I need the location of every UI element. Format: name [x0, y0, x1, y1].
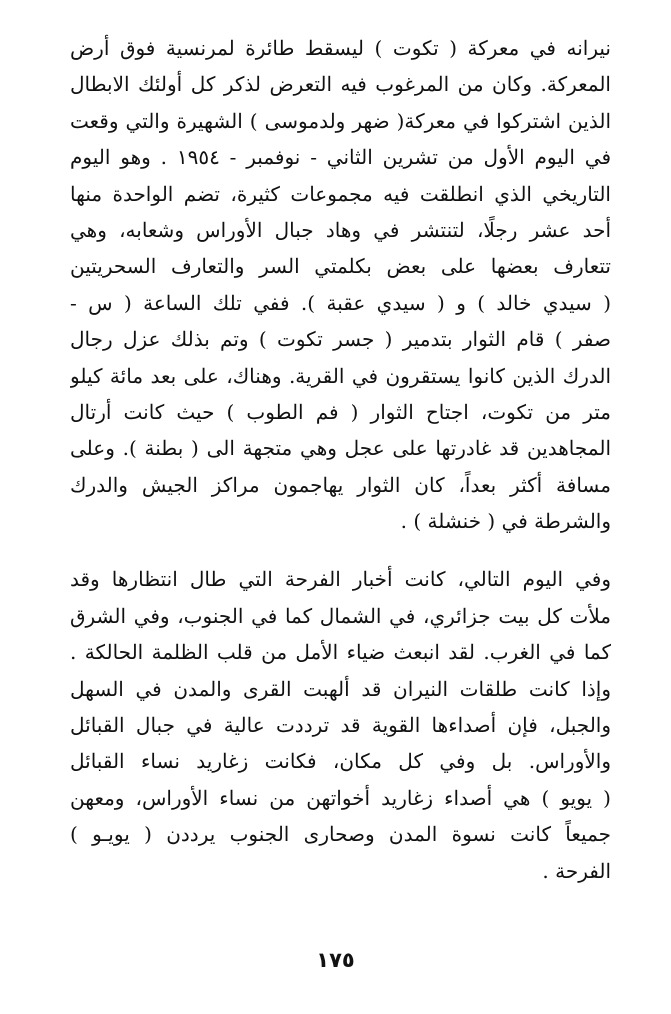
text-line: في اليوم الأول من تشرين الثاني - نوفمبر - ١٩٥٤ . وهو اليوم — [70, 145, 611, 170]
page-number: ١٧٥ — [316, 948, 355, 972]
paragraph-2 — [70, 561, 611, 889]
text-line: وإذا كانت طلقات النيران قد ألهبت القرى والمدن في السهل — [70, 676, 611, 701]
paragraph-1 — [70, 30, 611, 539]
text-line: ملأت كل بيت جزائري، في الشمال كما في الجنوب، وفي الشرق — [70, 603, 611, 628]
text-line: التاريخي الذي انطلقت فيه مجموعات كثيرة، تضم الواحدة منها — [70, 181, 611, 206]
paragraph-gap — [70, 539, 611, 561]
text-line: المعركة. وكان من المرغوب فيه التعرض لذكر كل أولئك الابطال — [70, 72, 611, 97]
text-line: كما في الغرب. لقد انبعث ضياء الأمل من قلب الظلمة الحالكة . — [70, 640, 611, 665]
text-line: والجبل، فإن أصداءها القوية قد ترددت عالية في جبال القبائل — [70, 713, 611, 738]
text-line: نيرانه في معركة ( تكوت ) ليسقط طائرة لمرنسية فوق أرض — [70, 36, 611, 60]
text-line: تتعارف بعضها على بعض بكلمتي السر والتعارف السحريتين — [70, 254, 611, 279]
text-line: الذين اشتركوا في معركة( ضهر ولدموسى ) الشهيرة والتي وقعت — [70, 108, 611, 133]
text-line: وفي اليوم التالي، كانت أخبار الفرحة التي طال انتظارها وقد — [70, 567, 611, 592]
text-line: الفرحة . — [542, 858, 611, 883]
page-body — [70, 30, 611, 889]
text-line: صفر ) قام الثوار بتدمير ( جسر تكوت ) وتم بذلك عزل رجال — [70, 327, 611, 352]
text-line: أحد عشر رجلًا، لتنتشر في وهاد جبال الأوراس وشعابه، وهي — [70, 217, 611, 242]
text-line: والشرطة في ( خنشلة ) . — [400, 509, 611, 534]
text-line: جميعاً كانت نسوة المدن وصحارى الجنوب يرددن ( يويـو ) — [70, 822, 611, 847]
text-line: متر من تكوت، اجتاح الثوار ( فم الطوب ) حيث كانت أرتال — [70, 399, 611, 424]
text-line: الدرك الذين كانوا يستقرون في القرية. وهناك، على بعد مائة كيلو — [70, 363, 611, 388]
text-line: والأوراس. بل وفي كل مكان، فكانت زغاريد نساء القبائل — [70, 749, 611, 774]
text-line: ( يويو ) هي أصداء زغاريد أخواتهن من نساء الأوراس، ومعهن — [70, 785, 611, 810]
text-line: ( سيدي خالد ) و ( سيدي عقبة ). ففي تلك الساعة ( س - — [70, 290, 611, 315]
text-line: المجاهدين قد غادرتها على عجل وهي متجهة الى ( بطنة ). وعلى — [70, 436, 611, 461]
text-line: مسافة أكثر بعداً، كان الثوار يهاجمون مراكز الجيش والدرك — [70, 472, 611, 497]
